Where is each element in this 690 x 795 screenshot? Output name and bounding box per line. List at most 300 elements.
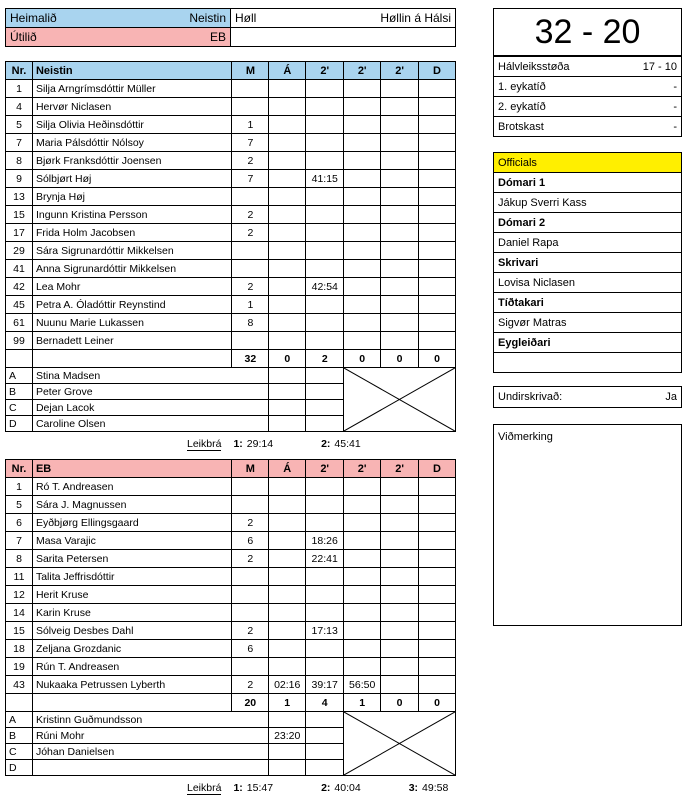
official-warning [269, 384, 306, 400]
overtime2-value: - [673, 100, 677, 113]
player-warning [269, 314, 306, 332]
player-number: 13 [6, 188, 33, 206]
player-disqualification [419, 188, 456, 206]
player-goals: 2 [232, 622, 269, 640]
player-suspension-3 [381, 658, 419, 676]
player-warning [269, 224, 306, 242]
player-suspension-2 [344, 496, 381, 514]
player-warning [269, 478, 306, 496]
player-goals: 8 [232, 314, 269, 332]
official-name [32, 760, 268, 776]
player-suspension-3 [381, 676, 419, 694]
player-goals [232, 98, 269, 116]
player-suspension-2: 56:50 [344, 676, 381, 694]
player-number: 41 [6, 260, 33, 278]
player-warning [269, 496, 306, 514]
timeout-entry [321, 782, 361, 794]
player-name: Bernadett Leiner [32, 332, 231, 350]
official-letter: A [6, 368, 33, 384]
timeout-time: 29:14 [246, 438, 274, 450]
overtime1-row [494, 77, 682, 97]
player-warning [269, 296, 306, 314]
player-suspension-1 [306, 658, 344, 676]
player-disqualification [419, 604, 456, 622]
player-suspension-1 [306, 496, 344, 514]
player-row [6, 604, 456, 622]
official-suspension [306, 416, 344, 432]
overtime2-label: 2. eykatíð [498, 100, 546, 113]
player-suspension-2 [344, 478, 381, 496]
player-suspension-3 [381, 514, 419, 532]
col-disqualification: D [419, 460, 456, 478]
player-goals: 2 [232, 224, 269, 242]
player-goals: 2 [232, 206, 269, 224]
player-suspension-2 [344, 604, 381, 622]
player-name: Masa Varajic [32, 532, 231, 550]
player-name: Nuunu Marie Lukassen [32, 314, 231, 332]
player-suspension-2 [344, 206, 381, 224]
player-name: Frida Holm Jacobsen [32, 224, 231, 242]
player-suspension-1 [306, 332, 344, 350]
player-suspension-1: 17:13 [306, 622, 344, 640]
player-disqualification [419, 658, 456, 676]
player-number: 9 [6, 170, 33, 188]
player-suspension-2 [344, 260, 381, 278]
home-team-cell [6, 9, 231, 28]
player-disqualification [419, 314, 456, 332]
official-name: Stina Madsen [32, 368, 268, 384]
official-letter: C [6, 744, 33, 760]
player-suspension-1: 41:15 [306, 170, 344, 188]
official-suspension [306, 400, 344, 416]
player-row [6, 640, 456, 658]
official-warning [269, 760, 306, 776]
player-suspension-3 [381, 604, 419, 622]
signed-value: Ja [665, 391, 677, 403]
supervisor-label: Eygleiðari [494, 333, 682, 353]
player-suspension-3 [381, 550, 419, 568]
player-number: 6 [6, 514, 33, 532]
player-disqualification [419, 332, 456, 350]
col-warning: Á [269, 62, 306, 80]
player-suspension-2 [344, 640, 381, 658]
player-name: Talita Jeffrisdóttir [32, 568, 231, 586]
player-warning [269, 170, 306, 188]
official-letter: A [6, 712, 33, 728]
player-suspension-1 [306, 640, 344, 658]
halftime-label: Hálvleiksstøða [498, 60, 570, 73]
col-team: EB [32, 460, 231, 478]
timeout-number: 1: [233, 782, 243, 794]
player-suspension-1 [306, 80, 344, 98]
remarks-label: Viðmerking [498, 431, 553, 443]
player-goals: 2 [232, 550, 269, 568]
total-s3: 0 [381, 350, 419, 368]
player-name: Karin Kruse [32, 604, 231, 622]
player-suspension-1 [306, 296, 344, 314]
officials-table [493, 152, 682, 373]
player-row [6, 658, 456, 676]
player-number: 43 [6, 676, 33, 694]
official-warning [269, 712, 306, 728]
player-name: Lea Mohr [32, 278, 231, 296]
player-disqualification [419, 242, 456, 260]
official-warning [269, 416, 306, 432]
player-suspension-1: 39:17 [306, 676, 344, 694]
referee1-name: Jákup Sverri Kass [494, 193, 682, 213]
player-suspension-1 [306, 478, 344, 496]
player-number: 19 [6, 658, 33, 676]
player-row [6, 676, 456, 694]
player-suspension-1: 22:41 [306, 550, 344, 568]
timeout-number: 2: [321, 438, 331, 450]
player-suspension-2 [344, 188, 381, 206]
official-warning [269, 368, 306, 384]
col-suspension-3: 2' [381, 460, 419, 478]
player-suspension-3 [381, 568, 419, 586]
official-name: Dejan Lacok [32, 400, 268, 416]
player-warning [269, 640, 306, 658]
totals-blank [6, 350, 33, 368]
totals-row [6, 350, 456, 368]
player-suspension-2 [344, 550, 381, 568]
player-disqualification [419, 116, 456, 134]
penalties-row [494, 117, 682, 137]
player-disqualification [419, 278, 456, 296]
player-number: 8 [6, 152, 33, 170]
player-number: 8 [6, 550, 33, 568]
venue-label: Høll [235, 11, 257, 25]
player-goals [232, 260, 269, 278]
player-row [6, 532, 456, 550]
official-letter: D [6, 760, 33, 776]
player-suspension-1 [306, 242, 344, 260]
col-disqualification: D [419, 62, 456, 80]
player-suspension-3 [381, 296, 419, 314]
team-official-row [6, 368, 456, 384]
player-suspension-3 [381, 332, 419, 350]
official-name: Jóhan Danielsen [32, 744, 268, 760]
player-suspension-3 [381, 134, 419, 152]
player-suspension-2 [344, 134, 381, 152]
empty-cell [231, 28, 456, 47]
total-s3: 0 [381, 694, 419, 712]
official-suspension [306, 712, 344, 728]
player-suspension-2 [344, 278, 381, 296]
player-goals: 6 [232, 640, 269, 658]
official-suspension [306, 760, 344, 776]
player-goals [232, 80, 269, 98]
player-suspension-1 [306, 188, 344, 206]
player-suspension-3 [381, 586, 419, 604]
player-row [6, 586, 456, 604]
player-suspension-2 [344, 296, 381, 314]
player-suspension-1 [306, 224, 344, 242]
signed-label: Undirskrivað: [498, 391, 563, 403]
timeout-time: 15:47 [246, 782, 274, 794]
player-suspension-2 [344, 242, 381, 260]
player-suspension-3 [381, 116, 419, 134]
officials-title: Officials [494, 153, 682, 173]
player-row [6, 550, 456, 568]
penalties-label: Brotskast [498, 120, 544, 133]
player-suspension-2 [344, 314, 381, 332]
player-number: 14 [6, 604, 33, 622]
home-table-header [6, 62, 456, 80]
home-team-name: Neistin [189, 11, 226, 25]
player-goals [232, 658, 269, 676]
player-row [6, 622, 456, 640]
player-disqualification [419, 296, 456, 314]
official-name: Caroline Olsen [32, 416, 268, 432]
player-name: Silja Arngrímsdóttir Müller [32, 80, 231, 98]
player-goals: 2 [232, 278, 269, 296]
col-warning: Á [269, 460, 306, 478]
player-number: 1 [6, 80, 33, 98]
player-goals [232, 586, 269, 604]
player-suspension-1: 18:26 [306, 532, 344, 550]
timeout-entry [233, 438, 273, 450]
player-goals [232, 332, 269, 350]
halftime-value: 17 - 10 [642, 60, 677, 73]
col-team: Neistin [32, 62, 231, 80]
referee2-name: Daniel Rapa [494, 233, 682, 253]
player-name: Herit Kruse [32, 586, 231, 604]
player-row [6, 278, 456, 296]
player-name: Eyðbjørg Ellingsgaard [32, 514, 231, 532]
timeout-number: 3: [408, 782, 419, 794]
player-name: Ingunn Kristina Persson [32, 206, 231, 224]
player-warning [269, 532, 306, 550]
player-row [6, 478, 456, 496]
home-timeouts [5, 438, 456, 451]
player-disqualification [419, 170, 456, 188]
player-disqualification [419, 640, 456, 658]
player-suspension-1 [306, 116, 344, 134]
player-disqualification [419, 98, 456, 116]
col-suspension-1: 2' [306, 62, 344, 80]
player-name: Sólbjørt Høj [32, 170, 231, 188]
away-label: Útilið [10, 30, 37, 44]
player-warning [269, 206, 306, 224]
player-disqualification [419, 676, 456, 694]
player-suspension-3 [381, 478, 419, 496]
total-s1: 4 [306, 694, 344, 712]
timeout-time: 49:58 [422, 782, 449, 794]
player-name: Rún T. Andreasen [32, 658, 231, 676]
player-number: 29 [6, 242, 33, 260]
player-goals [232, 188, 269, 206]
player-goals [232, 478, 269, 496]
match-header [5, 8, 456, 47]
player-warning [269, 550, 306, 568]
player-warning [269, 604, 306, 622]
player-warning [269, 188, 306, 206]
total-m: 32 [232, 350, 269, 368]
total-s2: 0 [344, 350, 381, 368]
player-row [6, 188, 456, 206]
player-warning [269, 622, 306, 640]
official-name: Peter Grove [32, 384, 268, 400]
player-name: Maria Pálsdóttir Nólsoy [32, 134, 231, 152]
player-suspension-2 [344, 80, 381, 98]
away-team-name: EB [209, 30, 226, 44]
player-warning [269, 514, 306, 532]
official-warning [269, 400, 306, 416]
player-name: Sarita Petersen [32, 550, 231, 568]
official-letter: C [6, 400, 33, 416]
col-goals: M [232, 62, 269, 80]
total-a: 0 [269, 350, 306, 368]
player-goals [232, 604, 269, 622]
away-team-cell [6, 28, 231, 47]
overtime2-row [494, 97, 682, 117]
player-suspension-1 [306, 514, 344, 532]
player-suspension-2 [344, 332, 381, 350]
totals-blank [32, 694, 231, 712]
player-suspension-3 [381, 640, 419, 658]
player-name: Anna Sigrunardóttir Mikkelsen [32, 260, 231, 278]
player-suspension-3 [381, 170, 419, 188]
player-disqualification [419, 134, 456, 152]
player-number: 12 [6, 586, 33, 604]
timeout-number: 1: [233, 438, 243, 450]
player-goals: 2 [232, 152, 269, 170]
player-number: 5 [6, 116, 33, 134]
player-name: Sára J. Magnussen [32, 496, 231, 514]
player-number: 99 [6, 332, 33, 350]
player-suspension-1 [306, 206, 344, 224]
player-name: Bjørk Franksdóttir Joensen [32, 152, 231, 170]
player-number: 15 [6, 622, 33, 640]
player-name: Silja Olivia Heðinsdóttir [32, 116, 231, 134]
player-number: 7 [6, 532, 33, 550]
player-warning [269, 98, 306, 116]
player-row [6, 314, 456, 332]
player-suspension-1 [306, 568, 344, 586]
player-disqualification [419, 532, 456, 550]
player-row [6, 496, 456, 514]
player-suspension-2 [344, 116, 381, 134]
player-row [6, 224, 456, 242]
player-suspension-1 [306, 604, 344, 622]
official-suspension [306, 368, 344, 384]
player-number: 15 [6, 206, 33, 224]
away-players-table [5, 459, 456, 776]
cross-mark-icon [344, 712, 455, 775]
player-name: Brynja Høj [32, 188, 231, 206]
player-suspension-1 [306, 134, 344, 152]
player-name: Nukaaka Petrussen Lyberth [32, 676, 231, 694]
player-name: Sára Sigrunardóttir Mikkelsen [32, 242, 231, 260]
player-row [6, 206, 456, 224]
player-suspension-2 [344, 98, 381, 116]
player-disqualification [419, 80, 456, 98]
player-warning [269, 332, 306, 350]
player-suspension-3 [381, 314, 419, 332]
player-name: Petra A. Óladóttir Reynstind [32, 296, 231, 314]
col-suspension-2: 2' [344, 460, 381, 478]
official-letter: B [6, 728, 33, 744]
supervisor-name [494, 353, 682, 373]
player-goals [232, 242, 269, 260]
player-number: 4 [6, 98, 33, 116]
totals-blank [32, 350, 231, 368]
player-suspension-2 [344, 152, 381, 170]
player-suspension-3 [381, 496, 419, 514]
player-suspension-3 [381, 622, 419, 640]
player-goals [232, 568, 269, 586]
player-name: Hervør Niclasen [32, 98, 231, 116]
player-suspension-1 [306, 152, 344, 170]
player-suspension-2 [344, 532, 381, 550]
player-name: Sólveig Desbes Dahl [32, 622, 231, 640]
team-official-row [6, 712, 456, 728]
totals-blank [6, 694, 33, 712]
remarks-box [493, 424, 682, 626]
player-row [6, 332, 456, 350]
player-number: 18 [6, 640, 33, 658]
player-row [6, 152, 456, 170]
player-suspension-2 [344, 568, 381, 586]
timeout-number: 2: [321, 782, 331, 794]
official-letter: D [6, 416, 33, 432]
player-warning [269, 260, 306, 278]
player-row [6, 134, 456, 152]
total-s1: 2 [306, 350, 344, 368]
crossed-out-area [344, 712, 456, 776]
official-name: Kristinn Guðmundsson [32, 712, 268, 728]
player-disqualification [419, 550, 456, 568]
player-warning [269, 134, 306, 152]
player-number: 7 [6, 134, 33, 152]
player-number: 42 [6, 278, 33, 296]
total-a: 1 [269, 694, 306, 712]
player-disqualification [419, 514, 456, 532]
player-goals: 7 [232, 134, 269, 152]
player-warning [269, 658, 306, 676]
player-warning [269, 116, 306, 134]
player-disqualification [419, 622, 456, 640]
player-goals: 2 [232, 676, 269, 694]
player-suspension-2 [344, 586, 381, 604]
crossed-out-area [344, 368, 456, 432]
player-row [6, 98, 456, 116]
official-warning: 23:20 [269, 728, 306, 744]
player-disqualification [419, 206, 456, 224]
player-suspension-1 [306, 260, 344, 278]
player-suspension-2 [344, 622, 381, 640]
player-disqualification [419, 496, 456, 514]
home-label: Heimalið [10, 11, 57, 25]
total-m: 20 [232, 694, 269, 712]
venue-name: Høllin á Hálsi [380, 11, 451, 25]
totals-row [6, 694, 456, 712]
timeout-label: Leikbrá [187, 438, 222, 450]
timeout-entry [233, 782, 273, 794]
player-disqualification [419, 586, 456, 604]
away-timeouts [5, 782, 456, 795]
player-suspension-1 [306, 314, 344, 332]
player-warning [269, 568, 306, 586]
venue-cell [231, 9, 456, 28]
player-suspension-2 [344, 514, 381, 532]
col-goals: M [232, 460, 269, 478]
total-d: 0 [419, 694, 456, 712]
halftime-table [493, 56, 682, 137]
player-suspension-1 [306, 98, 344, 116]
player-row [6, 80, 456, 98]
